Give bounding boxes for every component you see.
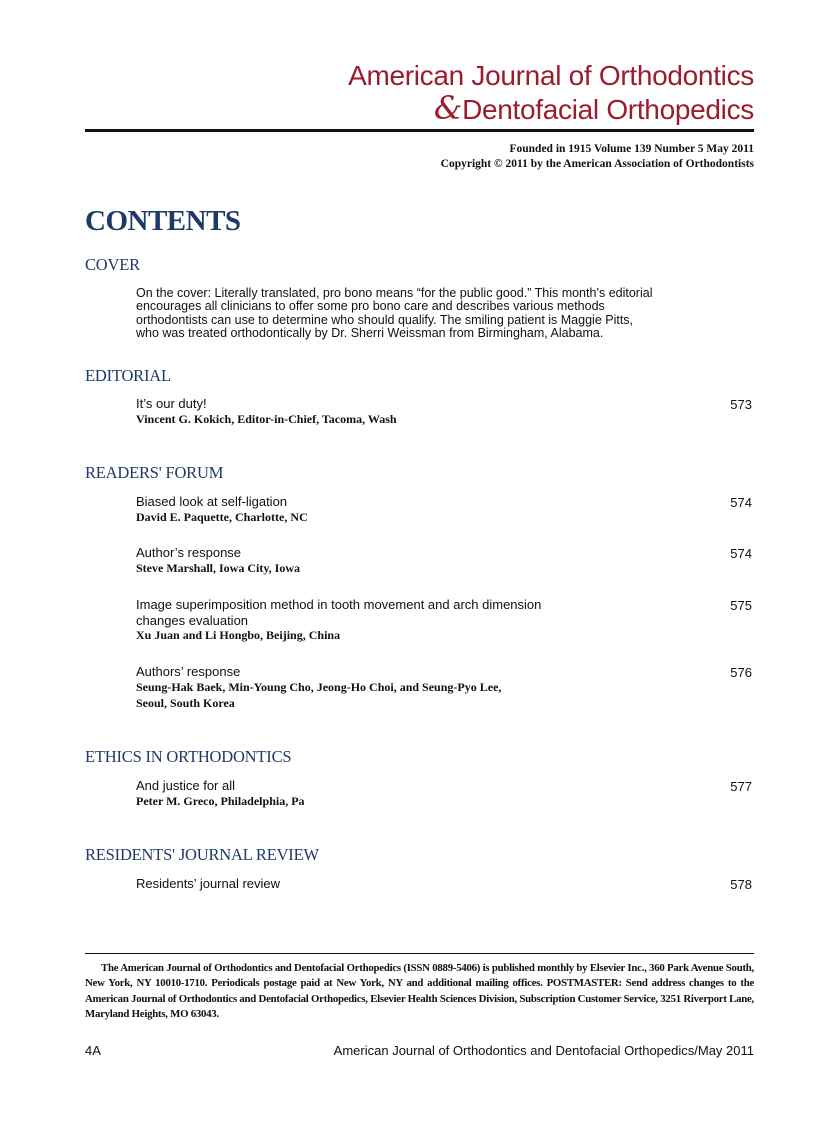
entry-title[interactable] — [136, 597, 656, 629]
cover-line: who was treated orthodontically by Dr. Sherri Weissman from Birmingham, Alabama. — [136, 326, 604, 341]
entry-page-number[interactable]: 573 — [730, 397, 752, 412]
section-heading-editorial: EDITORIAL — [85, 366, 171, 385]
entry-page-number[interactable]: 578 — [730, 877, 752, 892]
section-heading-residents: RESIDENTS' JOURNAL REVIEW — [85, 845, 319, 864]
entry-author — [136, 680, 656, 711]
journal-title-line1: American Journal of Orthodontics — [348, 60, 754, 91]
entry-page-number[interactable]: 575 — [730, 598, 752, 613]
journal-title — [340, 60, 754, 126]
contents-heading: CONTENTS — [85, 205, 241, 237]
ampersand-glyph: & — [433, 89, 463, 127]
entry-author-line: Seoul, South Korea — [136, 695, 235, 710]
entry-page-number[interactable]: 574 — [730, 546, 752, 561]
entry-title[interactable]: And justice for all — [136, 778, 235, 793]
section-heading-cover: COVER — [85, 255, 140, 274]
entry-title[interactable]: Residents’ journal review — [136, 876, 281, 891]
entry-title[interactable]: Authors’ response — [136, 664, 241, 679]
entry-author: Xu Juan and Li Hongbo, Beijing, China — [136, 628, 341, 642]
copyright-line: Copyright © 2011 by the American Association of Orthodontists — [440, 158, 754, 170]
founded-line: Founded in 1915 Volume 139 Number 5 May 2011 — [509, 143, 754, 155]
journal-title-line2 — [340, 89, 754, 127]
entry-author: Peter M. Greco, Philadelphia, Pa — [136, 794, 305, 808]
cover-line: encourages all clinicians to offer some pro bono care and describes various methods — [136, 299, 605, 314]
entry-author: Vincent G. Kokich, Editor-in-Chief, Tacoma, Wash — [136, 412, 397, 426]
cover-description — [136, 287, 696, 341]
journal-title-line2-text: Dentofacial Orthopedics — [462, 94, 754, 125]
page-number: 4A — [85, 1043, 101, 1058]
section-heading-ethics: ETHICS IN ORTHODONTICS — [85, 747, 292, 766]
section-heading-readers-forum: READERS' FORUM — [85, 463, 224, 482]
entry-page-number[interactable]: 577 — [730, 779, 752, 794]
entry-title-editorial[interactable]: It’s our duty! — [136, 396, 207, 411]
publication-footnote: The American Journal of Orthodontics and Dentofacial Orthopedics (ISSN 0889-5406) is published monthly by Elsevier Inc., 360 Park Avenue South, New York, NY 10010-1710. Periodicals postage paid at New York, NY and additional mailing offices. POSTMASTER: Send address changes to the American Journal of Orthodontics and Dentofacial Orthopedics, Elsevier Health Sciences Division, Subscription Customer Service, 3251 Riverport Lane, Maryland Heights, MO 63043. — [85, 962, 754, 1021]
footer-rule — [85, 953, 754, 954]
header-rule — [85, 129, 754, 132]
entry-page-number[interactable]: 574 — [730, 495, 752, 510]
entry-title-line: Image superimposition method in tooth movement and arch dimension — [136, 597, 542, 612]
cover-line: On the cover: Literally translated, pro bono means “for the public good.” This month’s editorial — [136, 286, 653, 300]
entry-author-line: Seung-Hak Baek, Min-Young Cho, Jeong-Ho Choi, and Seung-Pyo Lee, — [136, 680, 502, 694]
entry-author: David E. Paquette, Charlotte, NC — [136, 510, 308, 524]
entry-title[interactable]: Author’s response — [136, 545, 242, 560]
cover-line: orthodontists can use to determine who should qualify. The smiling patient is Maggie Pitts, — [136, 312, 634, 327]
entry-page-number[interactable]: 576 — [730, 665, 752, 680]
entry-author: Steve Marshall, Iowa City, Iowa — [136, 561, 300, 575]
entry-title-line: changes evaluation — [136, 613, 249, 628]
entry-title[interactable]: Biased look at self-ligation — [136, 494, 288, 509]
running-footer: American Journal of Orthodontics and Dentofacial Orthopedics/May 2011 — [333, 1043, 754, 1058]
